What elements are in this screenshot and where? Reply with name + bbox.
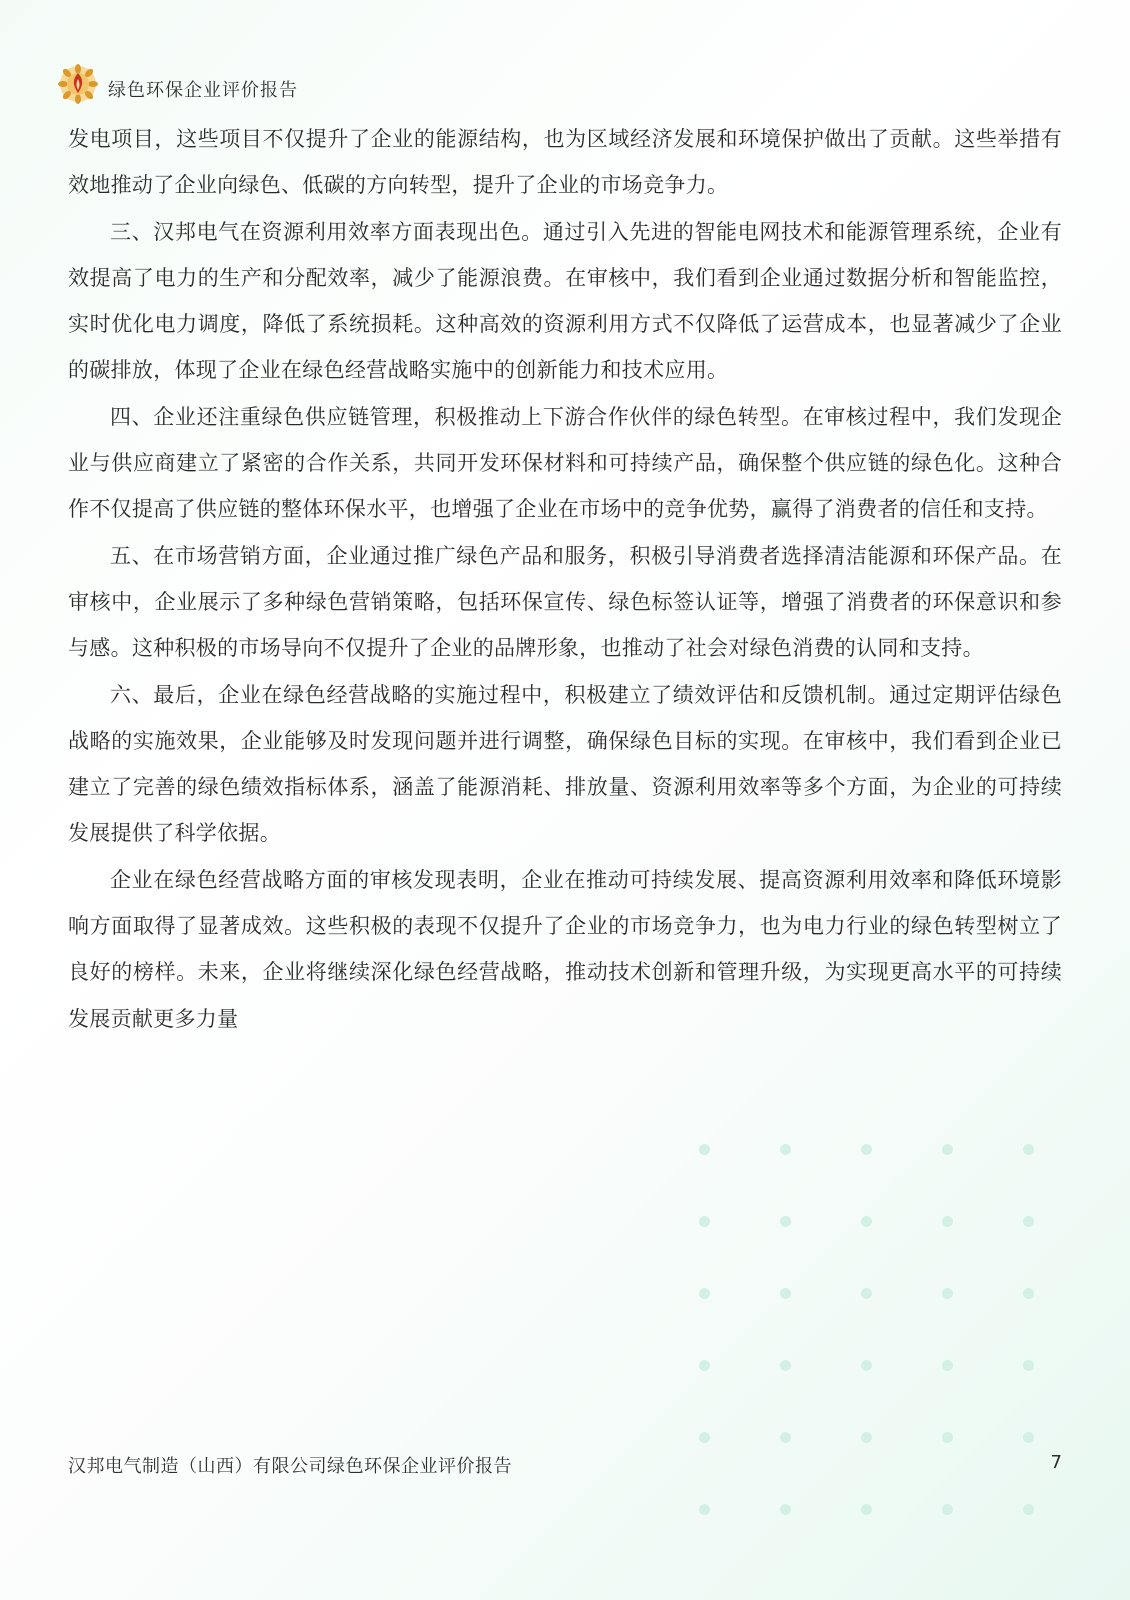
decorative-dot bbox=[1023, 1432, 1034, 1443]
decorative-dot bbox=[942, 1216, 953, 1227]
decorative-dot bbox=[861, 1144, 872, 1155]
decorative-dot bbox=[942, 1288, 953, 1299]
footer-document-title: 汉邦电气制造（山西）有限公司绿色环保企业评价报告 bbox=[68, 1456, 512, 1477]
decorative-dot bbox=[780, 1504, 791, 1515]
decorative-dot bbox=[861, 1216, 872, 1227]
decorative-dot bbox=[780, 1144, 791, 1155]
paragraph-resource-efficiency: 三、汉邦电气在资源利用效率方面表现出色。通过引入先进的智能电网技术和能源管理系统，企业有效提高了电力的生产和分配效率，减少了能源浪费。在审核中，我们看到企业通过数据分析和智能监控，实时优化电力调度，降低了系统损耗。这种高效的资源利用方式不仅降低了运营成本，也显著减少了企业的碳排放，体现了企业在绿色经营战略实施中的创新能力和技术应用。 bbox=[68, 219, 1062, 383]
decorative-dot bbox=[780, 1216, 791, 1227]
decorative-dot bbox=[699, 1504, 710, 1515]
decorative-dot bbox=[861, 1432, 872, 1443]
header-title: 绿色环保企业评价报告 bbox=[108, 80, 298, 101]
decorative-dot bbox=[942, 1504, 953, 1515]
decorative-dot bbox=[780, 1288, 791, 1299]
decorative-dot bbox=[942, 1432, 953, 1443]
page-number: 7 bbox=[1050, 1452, 1062, 1473]
decorative-dot bbox=[1023, 1216, 1034, 1227]
decorative-dot bbox=[699, 1360, 710, 1371]
paragraph-green-supply-chain: 四、企业还注重绿色供应链管理，积极推动上下游合作伙伴的绿色转型。在审核过程中，我们发现企业与供应商建立了紧密的合作关系，共同开发环保材料和可持续产品，确保整个供应链的绿色化。这种合作不仅提高了供应链的整体环保水平，也增强了企业在市场中的竞争优势，赢得了消费者的信任和支持。 bbox=[68, 404, 1062, 522]
decorative-dot bbox=[780, 1360, 791, 1371]
paragraph-marketing: 五、在市场营销方面，企业通过推广绿色产品和服务，积极引导消费者选择清洁能源和环保产品。在审核中，企业展示了多种绿色营销策略，包括环保宣传、绿色标签认证等，增强了消费者的环保意识和参与感。这种积极的市场导向不仅提升了企业的品牌形象，也推动了社会对绿色消费的认同和支持。 bbox=[68, 543, 1062, 661]
decorative-dot bbox=[942, 1144, 953, 1155]
decorative-dot bbox=[699, 1288, 710, 1299]
emblem-logo-icon bbox=[58, 64, 98, 104]
paragraph-continued: 发电项目，这些项目不仅提升了企业的能源结构，也为区域经济发展和环境保护做出了贡献。这些举措有效地推动了企业向绿色、低碳的方向转型，提升了企业的市场竞争力。 bbox=[68, 127, 1062, 198]
report-body bbox=[68, 116, 1062, 1042]
decorative-dot bbox=[699, 1144, 710, 1155]
decorative-dot bbox=[1023, 1504, 1034, 1515]
page-header bbox=[58, 64, 298, 104]
decorative-dot-grid bbox=[705, 1150, 1105, 1600]
decorative-dot bbox=[1023, 1288, 1034, 1299]
decorative-dot bbox=[942, 1360, 953, 1371]
decorative-dot bbox=[1023, 1360, 1034, 1371]
paragraph-conclusion: 企业在绿色经营战略方面的审核发现表明，企业在推动可持续发展、提高资源利用效率和降低环境影响方面取得了显著成效。这些积极的表现不仅提升了企业的市场竞争力，也为电力行业的绿色转型树立了良好的榜样。未来，企业将继续深化绿色经营战略，推动技术创新和管理升级，为实现更高水平的可持续发展贡献更多力量 bbox=[68, 867, 1062, 1031]
decorative-dot bbox=[699, 1432, 710, 1443]
decorative-dot bbox=[780, 1432, 791, 1443]
decorative-dot bbox=[861, 1288, 872, 1299]
paragraph-performance-evaluation: 六、最后，企业在绿色经营战略的实施过程中，积极建立了绩效评估和反馈机制。通过定期评估绿色战略的实施效果，企业能够及时发现问题并进行调整，确保绿色目标的实现。在审核中，我们看到企业已建立了完善的绿色绩效指标体系，涵盖了能源消耗、排放量、资源利用效率等多个方面，为企业的可持续发展提供了科学依据。 bbox=[68, 682, 1062, 846]
decorative-dot bbox=[861, 1360, 872, 1371]
decorative-dot bbox=[861, 1504, 872, 1515]
decorative-dot bbox=[699, 1216, 710, 1227]
decorative-dot bbox=[1023, 1144, 1034, 1155]
